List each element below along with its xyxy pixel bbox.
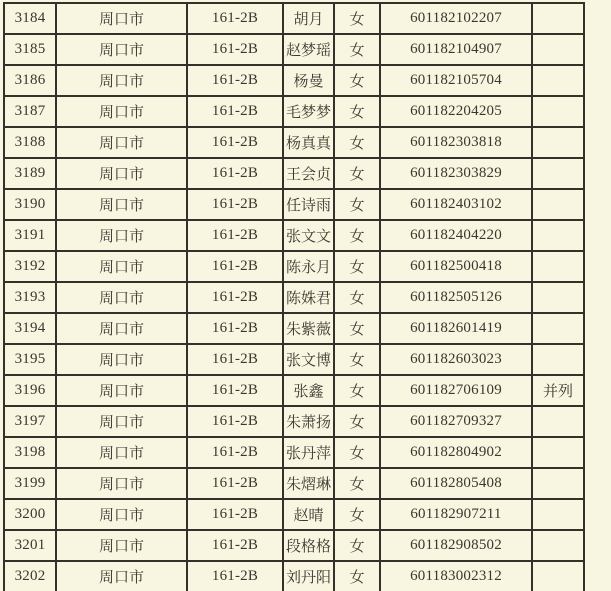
table-row bbox=[4, 437, 584, 468]
cell-name: 张丹萍 bbox=[283, 437, 334, 468]
cell-note bbox=[532, 344, 584, 375]
cell-name: 朱熠琳 bbox=[283, 468, 334, 499]
cell-gender: 女 bbox=[334, 34, 380, 65]
table-row bbox=[4, 313, 584, 344]
cell-name: 毛梦梦 bbox=[283, 96, 334, 127]
cell-number: 601182303818 bbox=[380, 127, 532, 158]
cell-number: 601183002312 bbox=[380, 561, 532, 591]
cell-number: 601182805408 bbox=[380, 468, 532, 499]
cell-code: 161-2B bbox=[187, 530, 283, 561]
cell-name: 张文文 bbox=[283, 220, 334, 251]
cell-name: 赵梦瑶 bbox=[283, 34, 334, 65]
cell-code: 161-2B bbox=[187, 220, 283, 251]
cell-rank: 3197 bbox=[4, 406, 56, 437]
cell-gender: 女 bbox=[334, 3, 380, 34]
cell-code: 161-2B bbox=[187, 34, 283, 65]
cell-rank: 3190 bbox=[4, 189, 56, 220]
cell-rank: 3192 bbox=[4, 251, 56, 282]
table-row bbox=[4, 530, 584, 561]
cell-name: 王会贞 bbox=[283, 158, 334, 189]
cell-number: 601182500418 bbox=[380, 251, 532, 282]
table-row bbox=[4, 251, 584, 282]
cell-city: 周口市 bbox=[56, 96, 187, 127]
cell-number: 601182709327 bbox=[380, 406, 532, 437]
cell-rank: 3185 bbox=[4, 34, 56, 65]
cell-gender: 女 bbox=[334, 313, 380, 344]
cell-city: 周口市 bbox=[56, 375, 187, 406]
cell-city: 周口市 bbox=[56, 530, 187, 561]
cell-number: 601182601419 bbox=[380, 313, 532, 344]
cell-gender: 女 bbox=[334, 499, 380, 530]
cell-gender: 女 bbox=[334, 530, 380, 561]
cell-note bbox=[532, 34, 584, 65]
table-row bbox=[4, 127, 584, 158]
cell-city: 周口市 bbox=[56, 437, 187, 468]
cell-code: 161-2B bbox=[187, 65, 283, 96]
cell-note bbox=[532, 406, 584, 437]
cell-rank: 3194 bbox=[4, 313, 56, 344]
cell-name: 赵晴 bbox=[283, 499, 334, 530]
cell-number: 601182102207 bbox=[380, 3, 532, 34]
cell-gender: 女 bbox=[334, 468, 380, 499]
cell-gender: 女 bbox=[334, 561, 380, 591]
cell-code: 161-2B bbox=[187, 251, 283, 282]
cell-number: 601182603023 bbox=[380, 344, 532, 375]
table-row bbox=[4, 375, 584, 406]
table-row bbox=[4, 499, 584, 530]
cell-code: 161-2B bbox=[187, 282, 283, 313]
cell-number: 601182804902 bbox=[380, 437, 532, 468]
cell-name: 张文博 bbox=[283, 344, 334, 375]
cell-gender: 女 bbox=[334, 282, 380, 313]
table-row bbox=[4, 189, 584, 220]
cell-city: 周口市 bbox=[56, 3, 187, 34]
cell-gender: 女 bbox=[334, 127, 380, 158]
cell-rank: 3202 bbox=[4, 561, 56, 591]
table-row bbox=[4, 406, 584, 437]
cell-code: 161-2B bbox=[187, 189, 283, 220]
table-row bbox=[4, 34, 584, 65]
cell-gender: 女 bbox=[334, 220, 380, 251]
cell-gender: 女 bbox=[334, 158, 380, 189]
table-row bbox=[4, 468, 584, 499]
cell-gender: 女 bbox=[334, 375, 380, 406]
cell-code: 161-2B bbox=[187, 468, 283, 499]
cell-name: 朱萧扬 bbox=[283, 406, 334, 437]
cell-rank: 3189 bbox=[4, 158, 56, 189]
cell-gender: 女 bbox=[334, 96, 380, 127]
table-row bbox=[4, 96, 584, 127]
cell-code: 161-2B bbox=[187, 406, 283, 437]
cell-rank: 3188 bbox=[4, 127, 56, 158]
cell-note bbox=[532, 65, 584, 96]
cell-note: 并列 bbox=[532, 375, 584, 406]
cell-gender: 女 bbox=[334, 406, 380, 437]
table-row bbox=[4, 158, 584, 189]
cell-number: 601182404220 bbox=[380, 220, 532, 251]
table-body bbox=[4, 3, 584, 591]
cell-number: 601182303829 bbox=[380, 158, 532, 189]
cell-note bbox=[532, 468, 584, 499]
cell-code: 161-2B bbox=[187, 3, 283, 34]
cell-city: 周口市 bbox=[56, 189, 187, 220]
cell-code: 161-2B bbox=[187, 344, 283, 375]
cell-city: 周口市 bbox=[56, 282, 187, 313]
cell-rank: 3196 bbox=[4, 375, 56, 406]
cell-gender: 女 bbox=[334, 65, 380, 96]
cell-note bbox=[532, 251, 584, 282]
cell-name: 刘丹阳 bbox=[283, 561, 334, 591]
table-row bbox=[4, 65, 584, 96]
cell-rank: 3186 bbox=[4, 65, 56, 96]
cell-note bbox=[532, 220, 584, 251]
cell-name: 任诗雨 bbox=[283, 189, 334, 220]
cell-number: 601182505126 bbox=[380, 282, 532, 313]
table-row bbox=[4, 561, 584, 591]
table-row bbox=[4, 344, 584, 375]
cell-rank: 3200 bbox=[4, 499, 56, 530]
cell-name: 段格格 bbox=[283, 530, 334, 561]
cell-note bbox=[532, 437, 584, 468]
cell-rank: 3191 bbox=[4, 220, 56, 251]
cell-code: 161-2B bbox=[187, 127, 283, 158]
cell-number: 601182403102 bbox=[380, 189, 532, 220]
cell-note bbox=[532, 561, 584, 591]
results-table bbox=[3, 2, 585, 591]
cell-note bbox=[532, 282, 584, 313]
table-row bbox=[4, 282, 584, 313]
cell-code: 161-2B bbox=[187, 313, 283, 344]
cell-city: 周口市 bbox=[56, 561, 187, 591]
cell-code: 161-2B bbox=[187, 561, 283, 591]
cell-number: 601182908502 bbox=[380, 530, 532, 561]
cell-note bbox=[532, 127, 584, 158]
cell-note bbox=[532, 313, 584, 344]
cell-name: 杨曼 bbox=[283, 65, 334, 96]
cell-number: 601182204205 bbox=[380, 96, 532, 127]
cell-city: 周口市 bbox=[56, 220, 187, 251]
cell-gender: 女 bbox=[334, 189, 380, 220]
cell-name: 陈姝君 bbox=[283, 282, 334, 313]
cell-rank: 3195 bbox=[4, 344, 56, 375]
cell-code: 161-2B bbox=[187, 499, 283, 530]
cell-city: 周口市 bbox=[56, 344, 187, 375]
cell-rank: 3198 bbox=[4, 437, 56, 468]
cell-note bbox=[532, 158, 584, 189]
cell-code: 161-2B bbox=[187, 96, 283, 127]
cell-rank: 3184 bbox=[4, 3, 56, 34]
cell-code: 161-2B bbox=[187, 375, 283, 406]
cell-rank: 3201 bbox=[4, 530, 56, 561]
cell-city: 周口市 bbox=[56, 468, 187, 499]
cell-gender: 女 bbox=[334, 251, 380, 282]
cell-city: 周口市 bbox=[56, 65, 187, 96]
cell-rank: 3199 bbox=[4, 468, 56, 499]
table-row bbox=[4, 3, 584, 34]
cell-city: 周口市 bbox=[56, 499, 187, 530]
cell-name: 胡月 bbox=[283, 3, 334, 34]
cell-rank: 3193 bbox=[4, 282, 56, 313]
cell-city: 周口市 bbox=[56, 158, 187, 189]
cell-city: 周口市 bbox=[56, 34, 187, 65]
cell-name: 张鑫 bbox=[283, 375, 334, 406]
cell-name: 杨真真 bbox=[283, 127, 334, 158]
cell-city: 周口市 bbox=[56, 251, 187, 282]
table-row bbox=[4, 220, 584, 251]
cell-name: 朱紫薇 bbox=[283, 313, 334, 344]
cell-city: 周口市 bbox=[56, 127, 187, 158]
cell-note bbox=[532, 530, 584, 561]
cell-number: 601182105704 bbox=[380, 65, 532, 96]
cell-rank: 3187 bbox=[4, 96, 56, 127]
cell-gender: 女 bbox=[334, 344, 380, 375]
cell-city: 周口市 bbox=[56, 406, 187, 437]
cell-city: 周口市 bbox=[56, 313, 187, 344]
cell-code: 161-2B bbox=[187, 437, 283, 468]
cell-number: 601182706109 bbox=[380, 375, 532, 406]
cell-code: 161-2B bbox=[187, 158, 283, 189]
cell-number: 601182104907 bbox=[380, 34, 532, 65]
cell-note bbox=[532, 3, 584, 34]
cell-number: 601182907211 bbox=[380, 499, 532, 530]
cell-gender: 女 bbox=[334, 437, 380, 468]
cell-note bbox=[532, 189, 584, 220]
cell-note bbox=[532, 499, 584, 530]
cell-name: 陈永月 bbox=[283, 251, 334, 282]
cell-note bbox=[532, 96, 584, 127]
